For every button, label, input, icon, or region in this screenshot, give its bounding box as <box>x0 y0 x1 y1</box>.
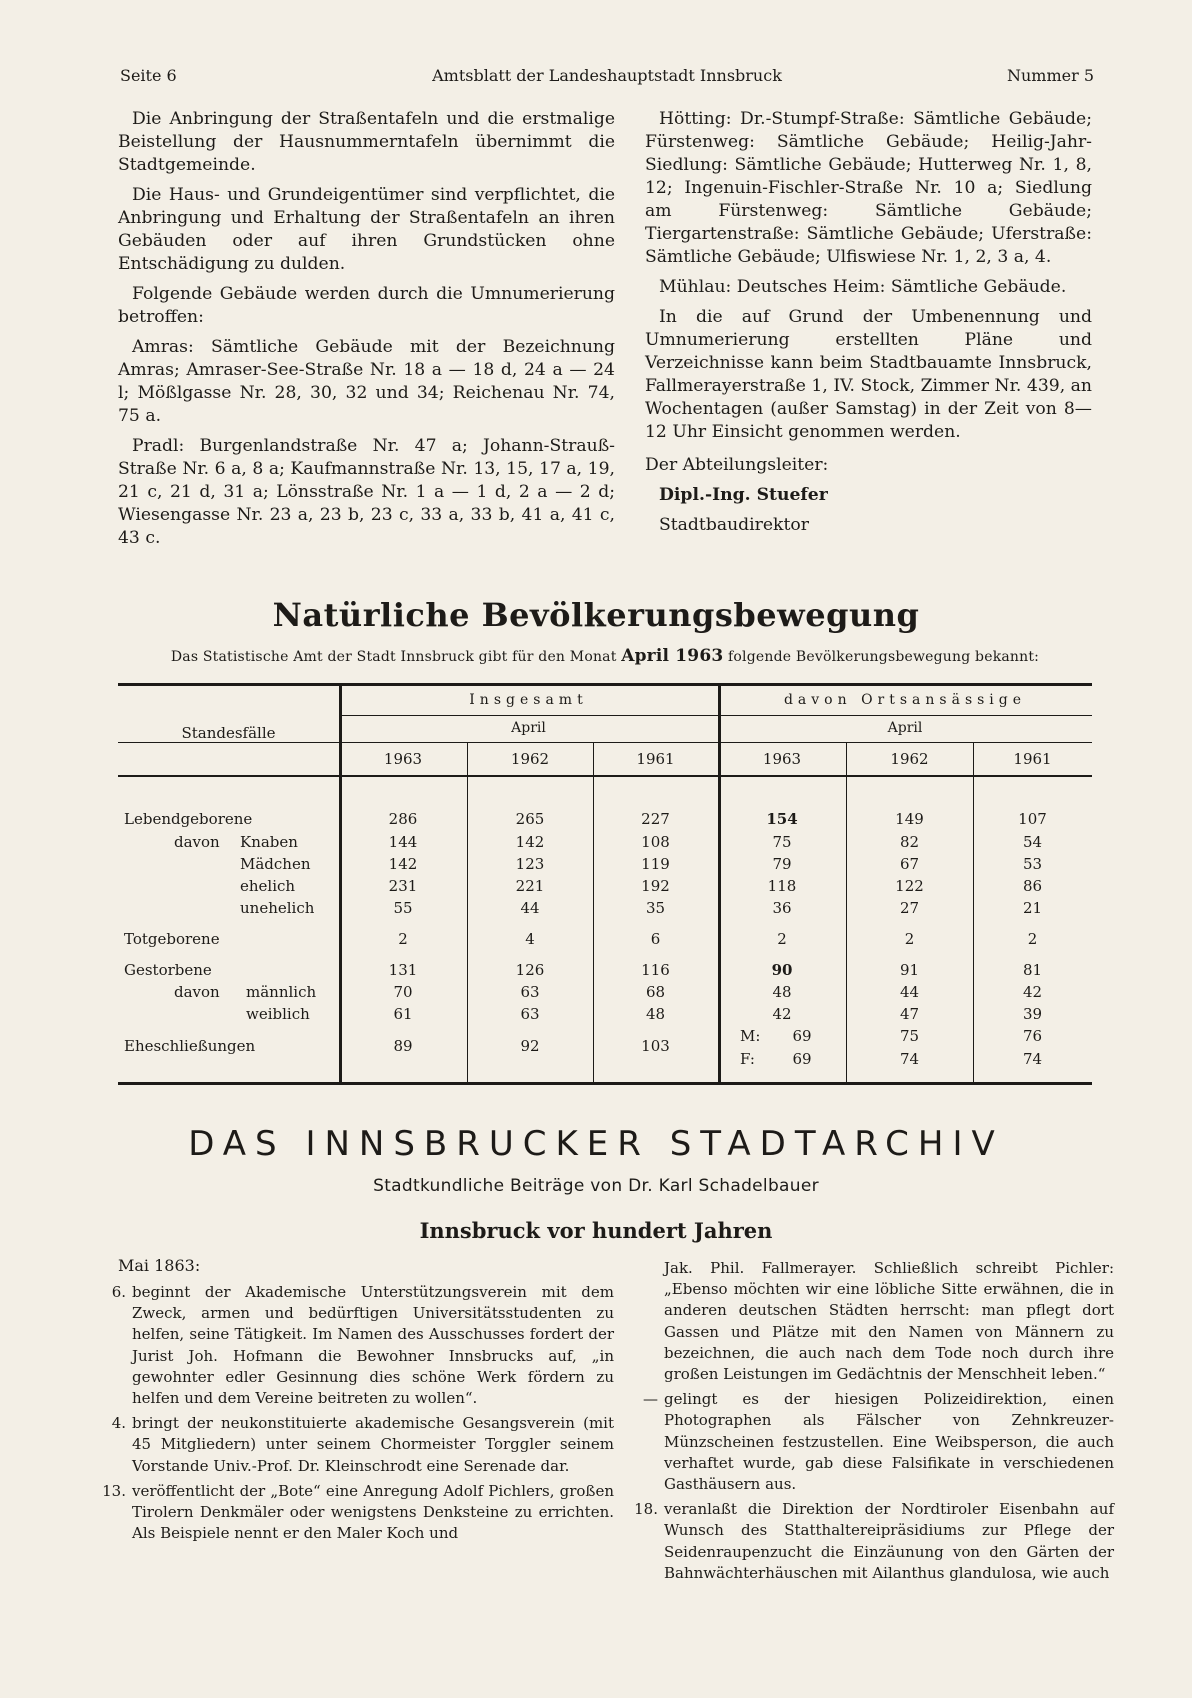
entry-date: 13. <box>102 1481 126 1500</box>
table-cell: 108 <box>641 833 670 851</box>
table-cell: 126 <box>515 961 545 979</box>
table-cell: 2 <box>904 930 915 948</box>
table-cell: 63 <box>520 983 540 1001</box>
subtitle-text: Das Statistische Amt der Stadt Innsbruck gibt für den Monat <box>170 649 617 665</box>
table-cell: 86 <box>1022 877 1043 895</box>
year-header: 1961 <box>636 750 675 768</box>
table-cell: 221 <box>515 877 545 895</box>
list-item <box>96 1481 614 1545</box>
table-cell: 119 <box>641 855 670 873</box>
table-cell: 149 <box>895 810 924 828</box>
subtitle-month: April 1963 <box>621 646 724 666</box>
paragraph: Folgende Gebäude werden durch die Umnumerierung betroffen: <box>118 284 615 327</box>
row-sublabel: weiblich <box>246 1005 310 1023</box>
archive-left-column <box>96 1282 614 1548</box>
archive-subtitle: Stadtkundliche Beiträge von Dr. Karl Schadelbauer <box>373 1176 819 1196</box>
paragraph: Die Haus- und Grundeigentümer sind verpflichtet, die Anbringung und Erhaltung der Straßentafeln an ihren Gebäuden oder auf ihren Grundstücken ohne Entschädigung zu dulden. <box>118 185 615 274</box>
row-sublabel: ehelich <box>240 877 296 895</box>
year-header: 1963 <box>383 750 423 768</box>
subtitle-text: folgende Bevölkerungsbewegung bekannt: <box>728 649 1040 665</box>
entry-text: veröffentlicht der „Bote“ eine Anregung Adolf Pichlers, großen Tirolern Denkmäler oder wenigstens Denksteine zu errichten. Als Beispiele nennt er den Maler Koch und <box>132 1481 614 1543</box>
female-label: F: <box>740 1050 755 1068</box>
table-cell: 42 <box>772 1005 792 1023</box>
table-cell: 103 <box>641 1037 670 1055</box>
table-cell: 21 <box>1022 899 1043 917</box>
group-header: Insgesamt <box>469 692 588 708</box>
table-cell: 2 <box>777 930 787 948</box>
table-cell: 63 <box>520 1005 540 1023</box>
table-cell: 53 <box>1022 855 1043 873</box>
table-cell: 142 <box>388 855 418 873</box>
table-cell: 231 <box>388 877 418 895</box>
table-rule <box>339 715 1092 716</box>
archive-heading: Innsbruck vor hundert Jahren <box>419 1218 773 1243</box>
table-cell: 61 <box>393 1005 413 1023</box>
list-item <box>628 1499 1114 1584</box>
table-cell: 39 <box>1022 1005 1043 1023</box>
row-label: davon <box>174 833 220 851</box>
male-label: M: <box>740 1027 761 1045</box>
entry-date: 4. <box>111 1414 126 1433</box>
table-cell: 55 <box>393 899 413 917</box>
paragraph: In die auf Grund der Umbenennung und Umnumerierung erstellten Pläne und Verzeichnisse kann beim Stadtbauamte Innsbruck, Fallmerayerstraße 1, IV. Stock, Zimmer Nr. 439, an Wochentagen (außer Samstag) in der Zeit von 8—12 Uhr Einsicht genommen werden. <box>645 307 1092 442</box>
paragraph: Mühlau: Deutsches Heim: Sämtliche Gebäude. <box>659 277 1067 297</box>
month-header: April <box>887 720 923 736</box>
table-cell: 47 <box>899 1005 920 1023</box>
table-cell: 67 <box>899 855 920 873</box>
table-cell: 265 <box>515 810 545 828</box>
statistics-title: Natürliche Bevölkerungsbewegung <box>272 596 920 634</box>
table-cell: 142 <box>515 833 545 851</box>
year-header: 1961 <box>1013 750 1052 768</box>
list-item <box>96 1282 614 1409</box>
row-sublabel: unehelich <box>240 899 315 917</box>
table-cell: 118 <box>767 877 797 895</box>
table-cell: 2 <box>398 930 408 948</box>
signature-role: Stadtbaudirektor <box>659 515 809 535</box>
row-sublabel: Knaben <box>240 833 298 851</box>
table-cell: 75 <box>899 1027 920 1045</box>
table-cell: 69 <box>792 1027 812 1045</box>
table-cell: 54 <box>1022 833 1043 851</box>
table-cell: 154 <box>766 810 798 828</box>
table-cell: 2 <box>1027 930 1038 948</box>
table-cell: 82 <box>899 833 920 851</box>
list-item <box>96 1413 614 1477</box>
archive-month: Mai 1863: <box>118 1256 201 1275</box>
table-cell: 192 <box>641 877 670 895</box>
entry-date: 6. <box>111 1283 126 1301</box>
row-label: Eheschließungen <box>124 1037 256 1055</box>
table-cell: 36 <box>772 899 792 917</box>
issue-number: Nummer 5 <box>1006 66 1094 85</box>
table-cell: 44 <box>899 983 920 1001</box>
entry-text: veranlaßt die Direktion der Nordtiroler Eisenbahn auf Wunsch des Statthaltereipräsidiums zur Pflege der Seidenraupenzucht die Einzäunung von den Gärten der Bahnwächterhäuschen mit Ailanthus glandulosa, wie auch <box>664 1500 1114 1582</box>
table-cell: 74 <box>899 1050 920 1068</box>
table-cell: 116 <box>641 961 670 979</box>
statistics-table <box>118 683 1092 1085</box>
row-label: Gestorbene <box>124 961 212 979</box>
table-cell: 6 <box>650 930 661 948</box>
table-cell: 48 <box>645 1005 666 1023</box>
table-cell: 69 <box>792 1050 812 1068</box>
table-cell: 48 <box>772 983 792 1001</box>
table-cell: 227 <box>641 810 670 828</box>
table-cell: 286 <box>388 810 418 828</box>
statistics-subtitle <box>118 646 1092 666</box>
entry-text: bringt der neukonstituierte akademische Gesangsverein (mit 45 Mitgliedern) unter seinem Chormeister Torggler seinem Vorstande Univ.-Prof. Dr. Kleinschrodt eine Serenade dar. <box>132 1414 614 1475</box>
table-cell: 70 <box>393 983 413 1001</box>
entry-continuation: Jak. Phil. Fallmerayer. Schließlich schreibt Pichler: „Ebenso möchten wir eine löbliche Sitte erwähnen, die in anderen deutschen Städten herrscht: man pflegt dort Gassen und Plätze mit den Namen von Männern zu bezeichnen, die auch nach dem Tode noch durch ihre großen Leistungen im Gedächtnis der Menschheit leben.“ <box>664 1259 1114 1384</box>
table-cell: 44 <box>520 899 540 917</box>
table-cell: 76 <box>1022 1027 1043 1045</box>
year-header: 1962 <box>890 750 929 768</box>
table-cell: 35 <box>645 899 666 917</box>
list-item <box>628 1389 1114 1495</box>
entry-text: beginnt der Akademische Unterstützungsverein mit dem Zweck, armen und bedürftigen Universitätsstudenten zu helfen, seine Tätigkeit. Im Namen des Ausschusses fordert der Jurist Joh. Hofmann die Bewohner Innsbrucks auf, „in gewohnter edler Gesinnung dies schöne Werk fördern zu helfen und dem Vereine beitreten zu wollen“. <box>132 1283 614 1408</box>
row-sublabel: männlich <box>246 983 317 1001</box>
table-cell: 79 <box>772 855 792 873</box>
group-header: davon Ortsansässige <box>783 692 1027 708</box>
table-cell: 4 <box>525 930 535 948</box>
table-cell: 27 <box>899 899 920 917</box>
signature-title: Der Abteilungsleiter: <box>645 455 829 475</box>
table-cell: 131 <box>388 961 418 979</box>
row-label: davon <box>174 983 220 1001</box>
page-header <box>120 66 1094 90</box>
month-header: April <box>511 720 546 736</box>
table-cell: 91 <box>899 961 920 979</box>
table-cell: 89 <box>393 1037 413 1055</box>
paragraph: Pradl: Burgenlandstraße Nr. 47 a; Johann-Strauß-Straße Nr. 6 a, 8 a; Kaufmannstraße Nr. 13, 15, 17 a, 19, 21 c, 21 d, 31 a; Lönsstraße Nr. 1 a — 1 d, 2 a — 2 d; Wiesengasse Nr. 23 a, 23 b, 23 c, 33 a, 33 b, 41 a, 41 c, 43 c. <box>118 436 615 548</box>
table-cell: 75 <box>772 833 792 851</box>
entry-date: 18. <box>634 1500 658 1519</box>
table-rule <box>118 775 1092 777</box>
year-header: 1963 <box>762 750 802 768</box>
table-rule <box>118 742 1092 743</box>
signature-name: Dipl.-Ing. Stuefer <box>659 485 828 505</box>
page-number: Seite 6 <box>120 66 177 85</box>
left-column <box>118 108 615 557</box>
paragraph: Die Anbringung der Straßentafeln und die erstmalige Beistellung der Hausnummerntafeln übernimmt die Stadtgemeinde. <box>118 109 615 175</box>
publication-title: Amtsblatt der Landeshauptstadt Innsbruck <box>432 66 782 85</box>
paragraph: Hötting: Dr.-Stumpf-Straße: Sämtliche Gebäude; Fürstenweg: Sämtliche Gebäude; Heilig-Jahr-Siedlung: Sämtliche Gebäude; Hutterweg Nr. 1, 8, 12; Ingenuin-Fischler-Straße Nr. 10 a; Siedlung am Fürstenweg: Sämtliche Gebäude; Tiergartenstraße: Sämtliche Gebäude; Uferstraße: Sämtliche Gebäude; Ulfiswiese Nr. 1, 2, 3 a, 4. <box>645 109 1092 267</box>
entry-text: gelingt es der hiesigen Polizeidirektion, einen Photographen als Fälscher von Zehnkreuzer-Münzscheinen festzustellen. Eine Weibsperson, die auch verhaftet wurde, gab diese Falsifikate in verschiedenen Gasthäusern aus. <box>664 1390 1114 1494</box>
table-cell: 42 <box>1022 983 1043 1001</box>
table-cell: 68 <box>645 983 666 1001</box>
paragraph: Amras: Sämtliche Gebäude mit der Bezeichnung Amras; Amraser-See-Straße Nr. 18 a — 18 d, 24 a — 24 l; Mößlgasse Nr. 28, 30, 32 und 34; Reichenau Nr. 74, 75 a. <box>118 337 615 426</box>
column-header: Standesfälle <box>181 724 276 742</box>
table-cell: 144 <box>388 833 418 851</box>
table-cell: 74 <box>1022 1050 1043 1068</box>
archive-title: DAS INNSBRUCKER STADTARCHIV <box>188 1124 1004 1164</box>
table-cell: 107 <box>1018 810 1047 828</box>
table-cell: 122 <box>895 877 924 895</box>
row-label: Totgeborene <box>124 930 220 948</box>
table-cell: 90 <box>771 961 793 979</box>
entry-date: — <box>643 1390 658 1409</box>
year-header: 1962 <box>510 750 550 768</box>
right-column <box>645 108 1092 544</box>
table-cell: 92 <box>520 1037 540 1055</box>
row-sublabel: Mädchen <box>240 855 311 873</box>
archive-right-column <box>628 1258 1114 1588</box>
table-cell: 81 <box>1022 961 1043 979</box>
table-cell: 123 <box>515 855 545 873</box>
row-label: Lebendgeborene <box>124 810 253 828</box>
